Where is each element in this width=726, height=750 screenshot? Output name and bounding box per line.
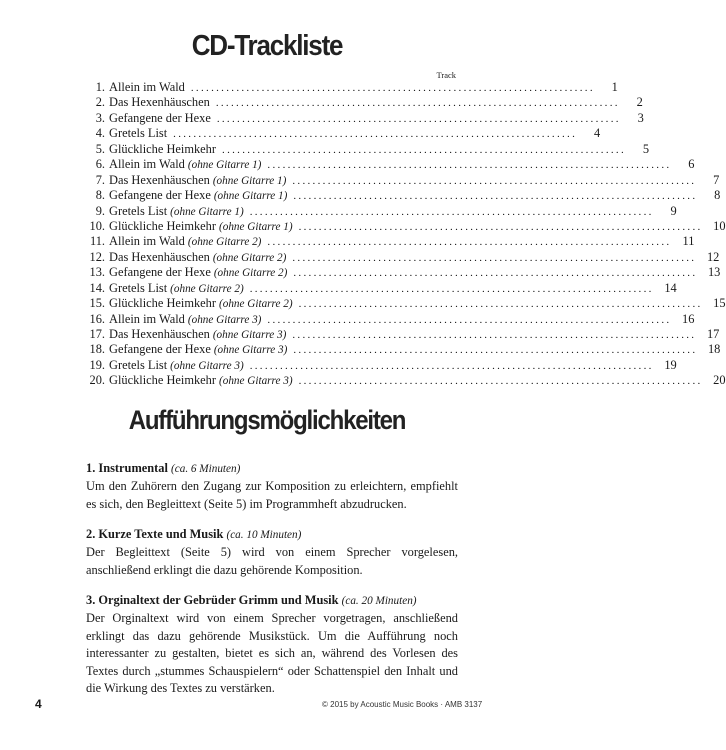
track-index: 13. bbox=[89, 265, 105, 280]
section-heading bbox=[86, 460, 458, 478]
track-index: 9. bbox=[95, 203, 105, 218]
dot-leader: ................................................................................ bbox=[298, 375, 703, 388]
section-heading-text: 3. Orginaltext der Gebrüder Grimm und Musik bbox=[86, 593, 339, 607]
track-row bbox=[86, 126, 601, 141]
track-subtitle: (ohne Gitarre 3) bbox=[213, 344, 288, 357]
track-subtitle: (ohne Gitarre 1) bbox=[219, 220, 293, 233]
dot-leader: ................................................................................ bbox=[293, 267, 698, 280]
track-number: 4 bbox=[593, 126, 601, 141]
track-index: 5. bbox=[95, 141, 105, 156]
track-title-text: Gefangene der Hexe bbox=[109, 265, 211, 280]
track-number: 14 bbox=[664, 280, 677, 295]
track-title bbox=[109, 281, 244, 297]
track-number: 13 bbox=[707, 265, 721, 280]
track-index: 20. bbox=[89, 373, 105, 388]
track-title-text: Allein im Wald bbox=[109, 234, 185, 249]
section-heading-text: 2. Kurze Texte und Musik bbox=[86, 527, 224, 541]
performance-section bbox=[86, 592, 458, 698]
track-title bbox=[109, 111, 211, 126]
track-row bbox=[86, 234, 695, 249]
track-row bbox=[86, 357, 677, 373]
track-index: 3. bbox=[95, 110, 105, 125]
track-index: 12. bbox=[89, 249, 105, 264]
track-index: 6. bbox=[95, 157, 105, 172]
track-row bbox=[86, 280, 677, 296]
track-title bbox=[109, 219, 293, 235]
dot-leader: ................................................................................ bbox=[293, 344, 698, 357]
track-number: 7 bbox=[713, 172, 720, 187]
dot-leader: ................................................................................ bbox=[298, 220, 703, 233]
track-title-text: Gretels List bbox=[109, 357, 168, 372]
track-subtitle: (ohne Gitarre 3) bbox=[170, 359, 244, 372]
track-title-text: Glückliche Heimkehr bbox=[109, 141, 217, 156]
track-title-text: Gefangene der Hexe bbox=[109, 342, 211, 357]
track-title-text: Allein im Wald bbox=[109, 80, 185, 94]
dot-leader: ................................................................................ bbox=[222, 143, 627, 156]
dot-leader: ................................................................................ bbox=[298, 298, 703, 311]
track-subtitle: (ohne Gitarre 1) bbox=[213, 190, 288, 203]
track-number: 18 bbox=[707, 342, 721, 357]
dot-leader: ................................................................................ bbox=[292, 174, 697, 187]
dot-leader: ................................................................................ bbox=[267, 236, 672, 249]
track-index: 16. bbox=[89, 311, 105, 326]
track-row bbox=[86, 110, 644, 126]
track-index: 18. bbox=[89, 342, 105, 357]
track-title bbox=[109, 204, 244, 220]
track-index: 1. bbox=[95, 80, 105, 94]
track-number: 11 bbox=[682, 234, 695, 249]
track-index: 11. bbox=[89, 234, 105, 249]
track-title-text: Gretels List bbox=[109, 280, 168, 295]
section-duration: (ca. 6 Minuten) bbox=[171, 463, 241, 475]
track-subtitle: (ohne Gitarre 3) bbox=[187, 313, 262, 326]
section-body: Der Orginaltext wird von einem Sprecher vorgetragen, anschließend erklingt das dazu gehörende Musikstück. Um die Aufführung noch interessanter zu gestalten, bietet es sich an, während des Vorlesen des Textes durch „stummes Schauspielern“ oder Schattenspiel den Inhalt und die Wirkung des Textes zu verstärken. bbox=[86, 611, 458, 695]
track-number: 1 bbox=[611, 80, 618, 94]
track-title bbox=[109, 173, 286, 189]
track-column-header: Track bbox=[436, 70, 456, 80]
track-number: 10 bbox=[713, 218, 726, 233]
performance-options-title: Aufführungsmöglichkeiten bbox=[128, 405, 406, 436]
track-row bbox=[86, 157, 695, 172]
track-row bbox=[86, 265, 721, 280]
track-list bbox=[86, 80, 726, 389]
track-number: 17 bbox=[706, 327, 720, 341]
track-title bbox=[109, 142, 216, 157]
track-title bbox=[109, 327, 286, 343]
track-index: 8. bbox=[95, 188, 105, 203]
dot-leader: ................................................................................ bbox=[215, 97, 620, 110]
track-title-text: Gretels List bbox=[109, 203, 168, 218]
track-row bbox=[86, 188, 721, 203]
track-title bbox=[109, 265, 287, 281]
track-subtitle: (ohne Gitarre 2) bbox=[219, 298, 293, 311]
dot-leader: ................................................................................ bbox=[216, 112, 621, 125]
track-subtitle: (ohne Gitarre 1) bbox=[170, 205, 244, 218]
track-title bbox=[109, 157, 261, 173]
track-title-text: Glückliche Heimkehr bbox=[109, 218, 217, 233]
track-row bbox=[86, 172, 720, 188]
track-number: 3 bbox=[637, 110, 644, 125]
copyright-footer: © 2015 by Acoustic Music Books · AMB 3137 bbox=[322, 700, 483, 709]
track-subtitle: (ohne Gitarre 2) bbox=[213, 267, 288, 280]
track-row bbox=[86, 95, 643, 110]
track-title bbox=[109, 234, 261, 250]
page-number: 4 bbox=[35, 697, 42, 711]
track-title bbox=[109, 80, 185, 95]
dot-leader: ................................................................................ bbox=[292, 329, 697, 341]
track-number: 19 bbox=[664, 357, 677, 372]
performance-section bbox=[86, 460, 458, 513]
dot-leader: ................................................................................ bbox=[267, 313, 672, 326]
dot-leader: ................................................................................ bbox=[190, 82, 595, 94]
dot-leader: ................................................................................ bbox=[249, 359, 654, 372]
dot-leader: ................................................................................ bbox=[267, 159, 672, 172]
track-number: 5 bbox=[642, 141, 650, 156]
track-subtitle: (ohne Gitarre 2) bbox=[170, 282, 244, 295]
track-subtitle: (ohne Gitarre 2) bbox=[187, 236, 262, 249]
track-row bbox=[86, 373, 726, 388]
track-subtitle: (ohne Gitarre 2) bbox=[212, 251, 287, 264]
track-title bbox=[109, 373, 293, 389]
section-body: Um den Zuhörern den Zugang zur Komposition zu erleichtern, empfiehlt es sich, den Begleittext (Seite 5) im Programmheft abzudrucken. bbox=[86, 479, 458, 511]
performance-sections bbox=[86, 460, 458, 711]
track-subtitle: (ohne Gitarre 1) bbox=[212, 174, 287, 187]
track-index: 7. bbox=[95, 172, 105, 187]
section-duration: (ca. 10 Minuten) bbox=[226, 529, 302, 541]
track-title-text: Das Hexenhäuschen bbox=[109, 249, 210, 264]
track-title bbox=[109, 342, 287, 358]
track-index: 17. bbox=[89, 327, 105, 341]
cd-tracklist-title: CD-Trackliste bbox=[191, 28, 343, 62]
track-title-text: Gefangene der Hexe bbox=[109, 110, 211, 125]
track-number: 6 bbox=[688, 157, 695, 172]
dot-leader: ................................................................................ bbox=[249, 205, 654, 218]
track-number: 8 bbox=[714, 188, 721, 203]
section-duration: (ca. 20 Minuten) bbox=[341, 595, 417, 607]
track-row bbox=[86, 141, 650, 157]
track-number: 12 bbox=[706, 249, 720, 264]
track-title-text: Glückliche Heimkehr bbox=[109, 296, 217, 311]
track-row bbox=[86, 327, 720, 342]
dot-leader: ................................................................................ bbox=[249, 282, 654, 295]
track-title-text: Das Hexenhäuschen bbox=[109, 95, 210, 110]
track-title bbox=[109, 358, 244, 374]
track-index: 10. bbox=[89, 218, 105, 233]
track-title bbox=[109, 188, 287, 204]
track-title bbox=[109, 95, 210, 110]
track-title bbox=[109, 296, 293, 312]
track-number: 2 bbox=[636, 95, 643, 110]
track-row bbox=[86, 311, 695, 327]
section-body: Der Begleittext (Seite 5) wird von einem Sprecher vorgelesen, anschließend erklingt die dazu gehörende Komposition. bbox=[86, 545, 458, 577]
track-index: 15. bbox=[89, 296, 105, 311]
section-heading bbox=[86, 526, 458, 544]
dot-leader: ................................................................................ bbox=[293, 190, 698, 203]
track-number: 16 bbox=[682, 311, 695, 326]
track-row bbox=[86, 296, 726, 311]
track-index: 14. bbox=[89, 280, 105, 295]
track-number: 20 bbox=[713, 373, 726, 388]
track-number: 9 bbox=[670, 203, 677, 218]
dot-leader: ................................................................................ bbox=[173, 128, 578, 141]
track-title-text: Glückliche Heimkehr bbox=[109, 373, 217, 388]
track-title bbox=[109, 126, 167, 141]
dot-leader: ................................................................................ bbox=[292, 251, 697, 264]
track-title bbox=[109, 250, 286, 266]
track-row bbox=[86, 203, 677, 219]
section-heading bbox=[86, 592, 458, 610]
track-subtitle: (ohne Gitarre 3) bbox=[212, 329, 287, 341]
track-row bbox=[86, 80, 618, 95]
track-index: 2. bbox=[95, 95, 105, 110]
track-row bbox=[86, 218, 726, 234]
track-index: 19. bbox=[89, 357, 105, 372]
section-heading-text: 1. Instrumental bbox=[86, 461, 168, 475]
performance-section bbox=[86, 526, 458, 579]
track-title bbox=[109, 312, 261, 328]
track-title-text: Gretels List bbox=[109, 126, 168, 141]
track-row bbox=[86, 342, 721, 357]
track-title-text: Das Hexenhäuschen bbox=[109, 327, 210, 341]
track-row bbox=[86, 249, 720, 265]
track-subtitle: (ohne Gitarre 3) bbox=[219, 375, 293, 388]
track-title-text: Gefangene der Hexe bbox=[109, 188, 211, 203]
track-subtitle: (ohne Gitarre 1) bbox=[187, 159, 262, 172]
track-number: 15 bbox=[713, 296, 726, 311]
track-title-text: Allein im Wald bbox=[109, 157, 185, 172]
track-index: 4. bbox=[95, 126, 105, 141]
track-title-text: Allein im Wald bbox=[109, 311, 185, 326]
track-title-text: Das Hexenhäuschen bbox=[109, 172, 210, 187]
